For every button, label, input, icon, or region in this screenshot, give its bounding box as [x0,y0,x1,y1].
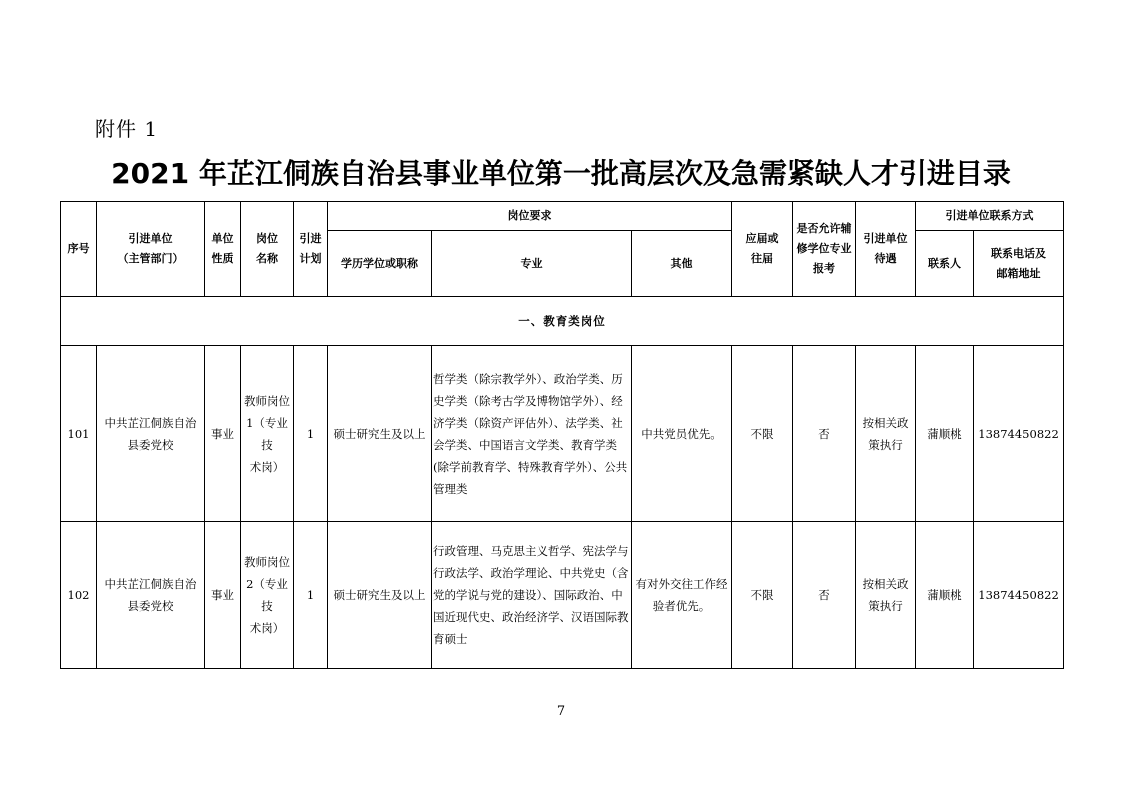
cell-contact-person: 蒲顺桃 [916,346,974,522]
header-contact-person: 联系人 [916,231,974,297]
cell-plan: 1 [294,346,328,522]
cell-graduate: 不限 [732,346,793,522]
cell-contact-person: 蒲顺桃 [916,522,974,669]
header-major: 专业 [432,231,632,297]
header-treatment: 引进单位 待遇 [856,202,916,297]
cell-nature: 事业 [205,346,241,522]
cell-seq: 101 [61,346,97,522]
cell-graduate: 不限 [732,522,793,669]
cell-nature: 事业 [205,522,241,669]
section-title: 一、教育类岗位 [61,297,1064,346]
cell-treatment: 按相关政 策执行 [856,346,916,522]
cell-contact-phone: 13874450822 [974,522,1064,669]
header-other: 其他 [632,231,732,297]
header-graduate: 应届或 往届 [732,202,793,297]
cell-treatment: 按相关政 策执行 [856,522,916,669]
cell-seq: 102 [61,522,97,669]
header-requirements: 岗位要求 [328,202,732,231]
cell-other: 有对外交往工作经验者优先。 [632,522,732,669]
attachment-label: 附件 1 [95,117,159,141]
cell-major: 哲学类（除宗教学外）、政治学类、历史学类（除考古学及博物馆学外）、经济学类（除资产评估外）、法学类、社会学类、中国语言文学类、教育学类(除学前教育学、特殊教育学外）、公共管理类 [432,346,632,522]
cell-degree: 硕士研究生及以上 [328,522,432,669]
recruitment-table [60,201,1064,669]
header-unit: 引进单位 （主管部门） [97,202,205,297]
header-seq: 序号 [61,202,97,297]
header-position: 岗位 名称 [241,202,294,297]
cell-plan: 1 [294,522,328,669]
cell-position: 教师岗位 1（专业技 术岗） [241,346,294,522]
page-number: 7 [556,704,566,719]
header-minor: 是否允许辅 修学位专业 报考 [793,202,856,297]
document-title: 2021 年芷江侗族自治县事业单位第一批高层次及急需紧缺人才引进目录 [111,157,1011,190]
cell-minor: 否 [793,346,856,522]
cell-unit: 中共芷江侗族自治 县委党校 [97,346,205,522]
header-degree: 学历学位或职称 [328,231,432,297]
header-contact-phone: 联系电话及 邮箱地址 [974,231,1064,297]
header-nature: 单位 性质 [205,202,241,297]
cell-unit: 中共芷江侗族自治 县委党校 [97,522,205,669]
table-row [61,522,1064,669]
cell-contact-phone: 13874450822 [974,346,1064,522]
header-plan: 引进 计划 [294,202,328,297]
cell-major: 行政管理、马克思主义哲学、宪法学与行政法学、政治学理论、中共党史（含党的学说与党的建设）、国际政治、中国近现代史、政治经济学、汉语国际教育硕士 [432,522,632,669]
header-contact-group: 引进单位联系方式 [916,202,1064,231]
table-row [61,346,1064,522]
cell-other: 中共党员优先。 [632,346,732,522]
cell-degree: 硕士研究生及以上 [328,346,432,522]
cell-minor: 否 [793,522,856,669]
cell-position: 教师岗位 2（专业技 术岗） [241,522,294,669]
